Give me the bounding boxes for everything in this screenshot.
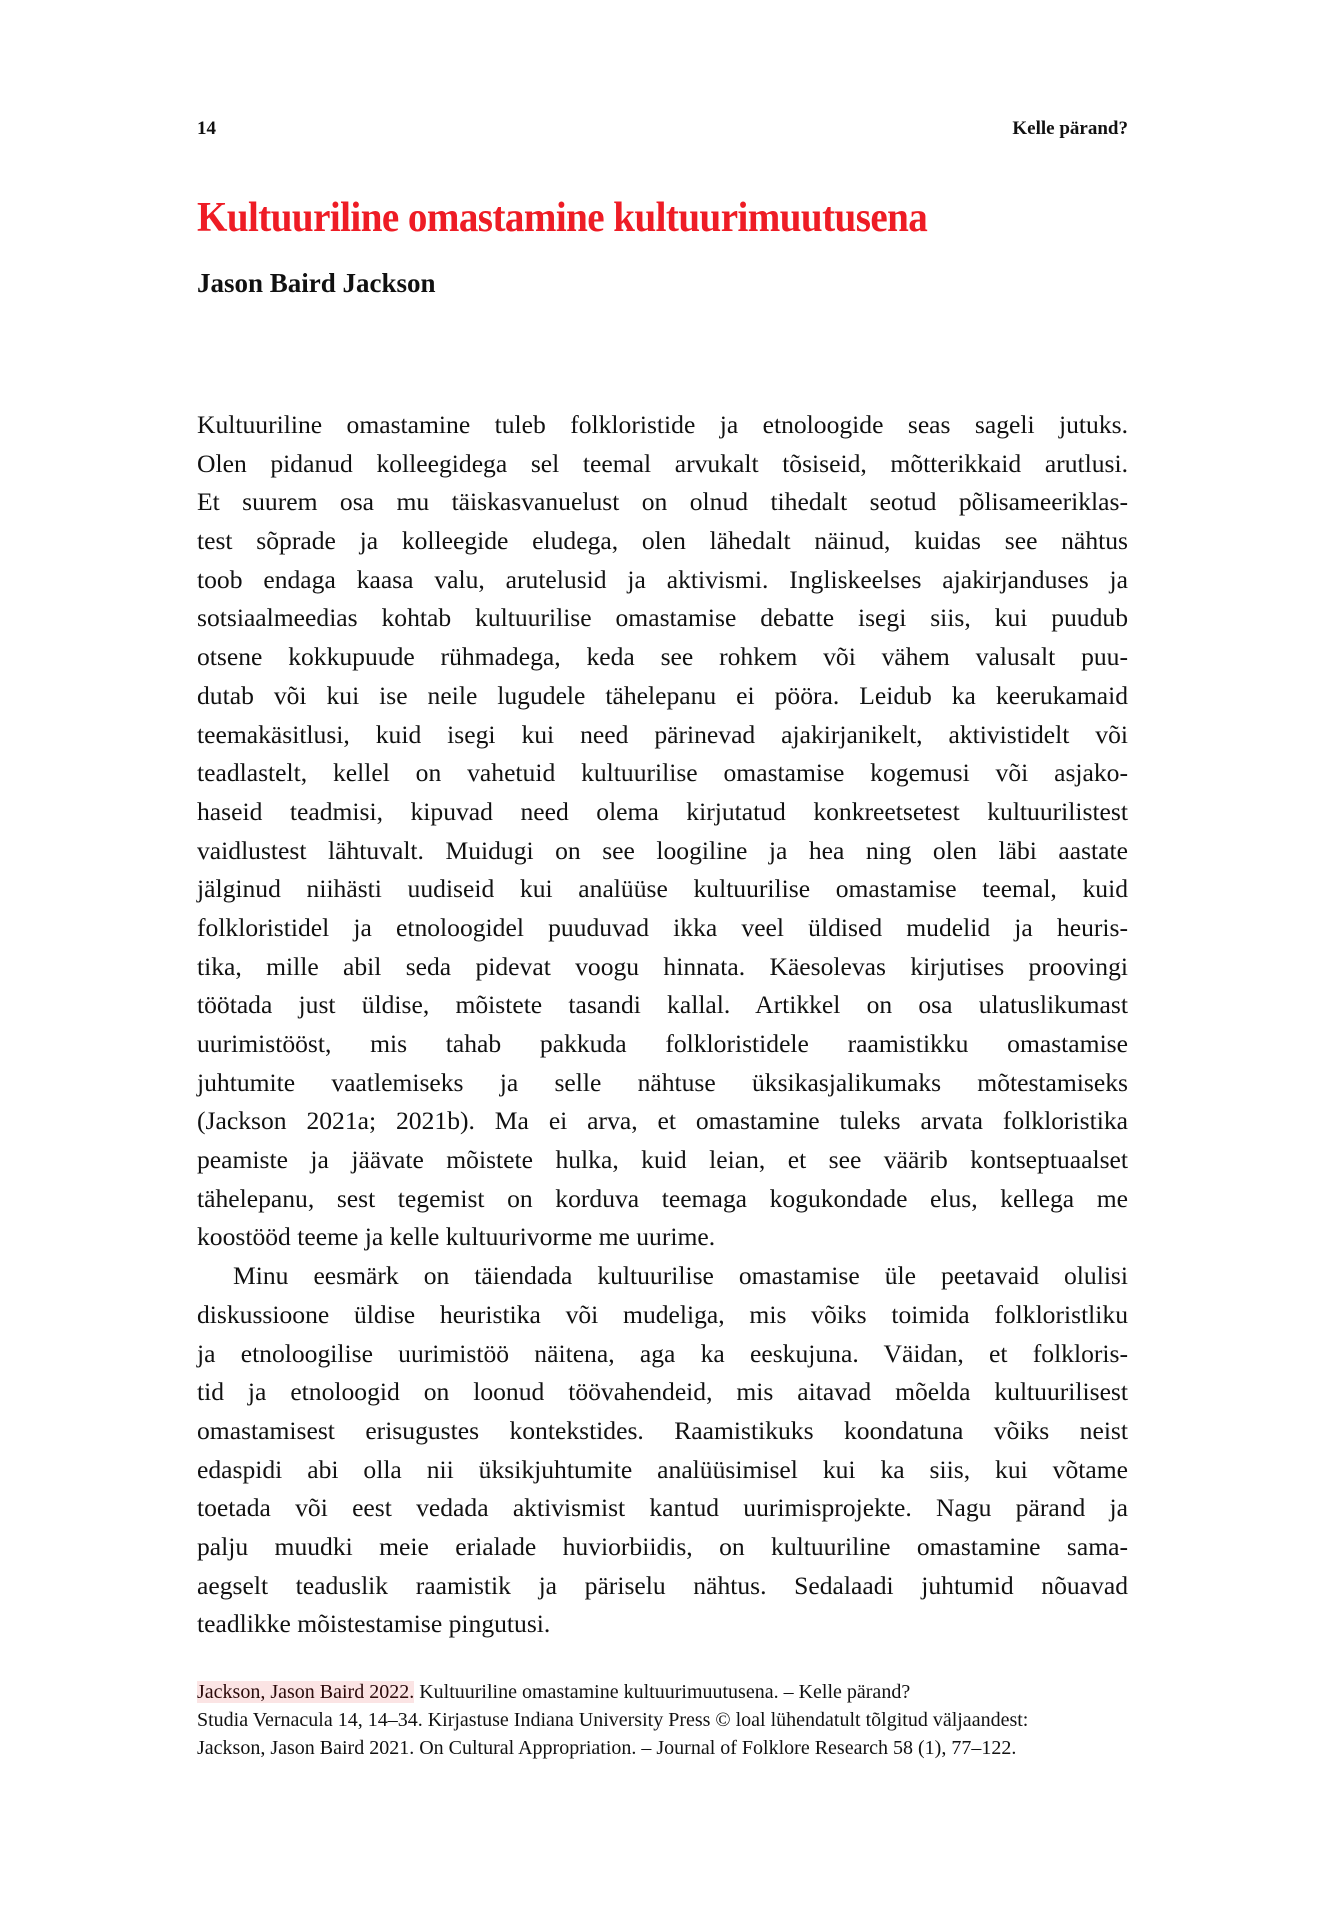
text-line: teadlastelt, kellel on vahetuid kultuurilise omastamise kogemusi või asjako-: [197, 758, 1128, 788]
text-line: edaspidi abi olla nii üksikjuhtumite analüüsimisel kui ka siis, kui võtame: [197, 1454, 1128, 1484]
paragraph-2: [197, 1257, 1128, 1644]
text-line: Kultuuriline omastamine tuleb folkloristide ja etnoloogide seas sageli jutuks.: [197, 410, 1128, 439]
text-line: ja etnoloogilise uurimistöö näitena, aga ka eeskujuna. Väidan, et folkloris-: [197, 1338, 1128, 1368]
citation-line-2: Studia Vernacula 14, 14–34. Kirjastuse Indiana University Press © loal lühendatult tõlgitud väljaandest:: [197, 1709, 1029, 1731]
text-line: uurimistööst, mis tahab pakkuda folkloristidele raamistikku omastamise: [197, 1029, 1128, 1058]
text-line: test sõprade ja kolleegide eludega, olen lähedalt näinud, kuidas see nähtus: [197, 526, 1128, 556]
citation-title: Kultuuriline omastamine kultuurimuutusena. – Kelle pärand?: [414, 1681, 911, 1703]
text-line: teadlikke mõistestamise pingutusi.: [197, 1609, 551, 1639]
page-number: 14: [197, 118, 216, 139]
text-line: tähelepanu, sest tegemist on korduva teemaga kogukondade elus, kellega me: [197, 1183, 1128, 1213]
article-body: [197, 406, 1128, 1644]
text-line: koostööd teeme ja kelle kultuurivorme me uurime.: [197, 1222, 716, 1252]
text-line: toob endaga kaasa valu, arutelusid ja aktivismi. Ingliskeelses ajakirjanduses ja: [197, 564, 1128, 594]
article-author: Jason Baird Jackson: [197, 268, 436, 298]
text-line: teemakäsitlusi, kuid isegi kui need pärinevad ajakirjanikelt, aktivistidelt või: [197, 719, 1128, 749]
running-title: Kelle pärand?: [1012, 118, 1128, 139]
text-line: (Jackson 2021a; 2021b). Ma ei arva, et omastamine tuleks arvata folkloristika: [197, 1106, 1128, 1136]
text-line: toetada või eest vedada aktivismist kantud uurimisprojekte. Nagu pärand ja: [197, 1493, 1128, 1523]
citation-line-3: Jackson, Jason Baird 2021. On Cultural Appropriation. – Journal of Folklore Research 58 (1), 77–122.: [197, 1737, 1017, 1759]
source-citation: [197, 1678, 1157, 1762]
text-line: dutab või kui ise neile lugudele tähelepanu ei pööra. Leidub ka keerukamaid: [197, 680, 1128, 710]
text-line: omastamisest erisugustes kontekstides. Raamistikuks koondatuna võiks neist: [197, 1415, 1128, 1445]
text-line: Minu eesmärk on täiendada kultuurilise omastamise üle peetavaid olulisi: [233, 1261, 1128, 1291]
text-line: haseid teadmisi, kipuvad need olema kirjutatud konkreetsetest kultuurilistest: [197, 796, 1128, 826]
text-line: folkloristidel ja etnoloogidel puuduvad ikka veel üldised mudelid ja heuris-: [197, 912, 1128, 942]
text-line: töötada just üldise, mõistete tasandi kallal. Artikkel on osa ulatuslikumast: [197, 990, 1128, 1020]
text-line: Et suurem osa mu täiskasvanuelust on olnud tihedalt seotud põlisameeriklas-: [197, 487, 1128, 517]
text-line: juhtumite vaatlemiseks ja selle nähtuse üksikasjalikumaks mõtestamiseks: [197, 1067, 1128, 1097]
text-line: sotsiaalmeedias kohtab kultuurilise omastamise debatte isegi siis, kui puudub: [197, 603, 1128, 633]
citation-author-year: Jackson, Jason Baird 2022.: [197, 1681, 415, 1703]
running-header: [197, 118, 1128, 144]
text-line: vaidlustest lähtuvalt. Muidugi on see loogiline ja hea ning olen läbi aastate: [197, 835, 1128, 865]
text-line: tika, mille abil seda pidevat voogu hinnata. Käesolevas kirjutises proovingi: [197, 951, 1128, 981]
text-line: peamiste ja jäävate mõistete hulka, kuid leian, et see väärib kontseptuaalset: [197, 1145, 1128, 1175]
article-title: Kultuuriline omastamine kultuurimuutusena: [197, 195, 928, 241]
paragraph-1: [197, 406, 1128, 1257]
text-line: aegselt teaduslik raamistik ja päriselu nähtus. Sedalaadi juhtumid nõuavad: [197, 1570, 1128, 1600]
text-line: diskussioone üldise heuristika või mudeliga, mis võiks toimida folkloristliku: [197, 1299, 1128, 1329]
text-line: otsene kokkupuude rühmadega, keda see rohkem või vähem valusalt puu-: [197, 642, 1128, 672]
citation-line-1: [197, 1678, 1157, 1706]
text-line: palju muudki meie erialade huviorbiidis, on kultuuriline omastamine sama-: [197, 1531, 1128, 1561]
text-line: Olen pidanud kolleegidega sel teemal arvukalt tõsiseid, mõtterikkaid arutlusi.: [197, 448, 1128, 478]
text-line: jälginud niihästi uudiseid kui analüüse kultuurilise omastamise teemal, kuid: [197, 874, 1128, 904]
text-line: tid ja etnoloogid on loonud töövahendeid, mis aitavad mõelda kultuurilisest: [197, 1377, 1128, 1407]
